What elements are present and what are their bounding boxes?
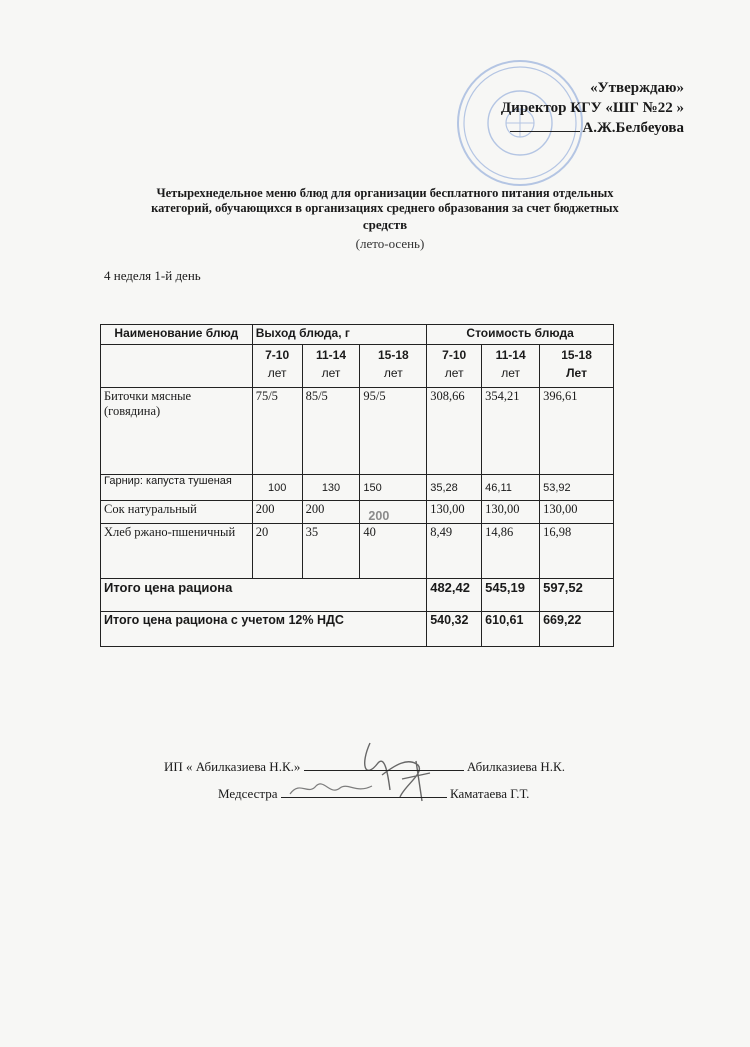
yield-cell: 130 [302, 475, 360, 501]
total-vat-row [101, 612, 614, 647]
age-header: 7-10 лет [427, 345, 482, 388]
approval-signature-line [510, 119, 580, 132]
approval-name: А.Ж.Белбеуова [582, 120, 684, 136]
cost-cell: 14,86 [482, 524, 540, 579]
total-vat-cost: 610,61 [482, 612, 540, 647]
yield-cell: 75/5 [252, 388, 302, 475]
day-label: 4 неделя 1-й день [104, 268, 201, 283]
table-header-row [101, 325, 614, 345]
signature-line [304, 758, 464, 771]
signature-line [281, 785, 447, 798]
dish-name: Биточки мясные (говядина) [101, 388, 253, 475]
total-cost: 482,42 [427, 579, 482, 612]
total-vat-cost: 669,22 [540, 612, 614, 647]
total-cost: 597,52 [540, 579, 614, 612]
header-yield: Выход блюда, г [252, 325, 427, 345]
total-vat-label: Итого цена рациона с учетом 12% НДС [101, 612, 427, 647]
cost-cell: 53,92 [540, 475, 614, 501]
yield-cell: 95/5 [360, 388, 427, 475]
menu-table [100, 324, 614, 647]
table-row [101, 475, 614, 501]
cost-cell: 35,28 [427, 475, 482, 501]
title-line-2: категорий, обучающихся в организациях среднего образования за счет бюджетных [151, 201, 619, 215]
season-label: (лето-осень) [355, 236, 425, 251]
document-title [100, 186, 670, 232]
cost-cell: 46,11 [482, 475, 540, 501]
signer-1-name: Абилказиева Н.К. [466, 759, 565, 774]
cost-cell: 130,00 [540, 501, 614, 524]
signature-row-2 [218, 785, 529, 802]
age-header: 11-14 лет [302, 345, 360, 388]
dish-name: Гарнир: капуста тушеная [101, 475, 253, 501]
yield-cell: 200 [252, 501, 302, 524]
age-header: 11-14 лет [482, 345, 540, 388]
cost-cell: 354,21 [482, 388, 540, 475]
cost-cell: 130,00 [482, 501, 540, 524]
title-line-1: Четырехнедельное меню блюд для организации бесплатного питания отдельных [156, 186, 614, 200]
table-row [101, 388, 614, 475]
age-header: 15-18 Лет [540, 345, 614, 388]
table-row [101, 524, 614, 579]
dish-name: Сок натуральный [101, 501, 253, 524]
overlay-value: 200 [368, 509, 390, 523]
yield-cell: 150 [360, 475, 427, 501]
signer-2-label: Медсестра [218, 786, 278, 801]
yield-cell: 200 [302, 501, 360, 524]
yield-cell: 85/5 [302, 388, 360, 475]
yield-cell: 100 [252, 475, 302, 501]
signer-1-label: ИП « Абилказиева Н.К.» [164, 759, 301, 774]
dish-name: Хлеб ржано-пшеничный [101, 524, 253, 579]
cost-cell: 396,61 [540, 388, 614, 475]
total-row [101, 579, 614, 612]
yield-cell: 20 [252, 524, 302, 579]
title-line-3: средств [362, 217, 408, 232]
yield-cell-overlay [360, 501, 427, 524]
age-header: 15-18 лет [360, 345, 427, 388]
cost-cell: 8,49 [427, 524, 482, 579]
header-cost: Стоимость блюда [427, 325, 614, 345]
total-label: Итого цена рациона [101, 579, 427, 612]
approval-position: Директор КГУ «ШГ №22 » [500, 100, 684, 116]
yield-cell: 40 [360, 524, 427, 579]
total-vat-cost: 540,32 [427, 612, 482, 647]
approval-block [501, 78, 684, 138]
cost-cell: 16,98 [540, 524, 614, 579]
approval-title: «Утверждаю» [590, 80, 684, 96]
signature-row-1 [164, 758, 565, 775]
age-header: 7-10 лет [252, 345, 302, 388]
table-age-row [101, 345, 614, 388]
header-dish-name: Наименование блюд [101, 325, 253, 345]
signer-2-name: Каматаева Г.Т. [450, 786, 530, 801]
yield-cell: 35 [302, 524, 360, 579]
table-row [101, 501, 614, 524]
total-cost: 545,19 [482, 579, 540, 612]
cost-cell: 130,00 [427, 501, 482, 524]
cost-cell: 308,66 [427, 388, 482, 475]
header-empty [101, 345, 253, 388]
